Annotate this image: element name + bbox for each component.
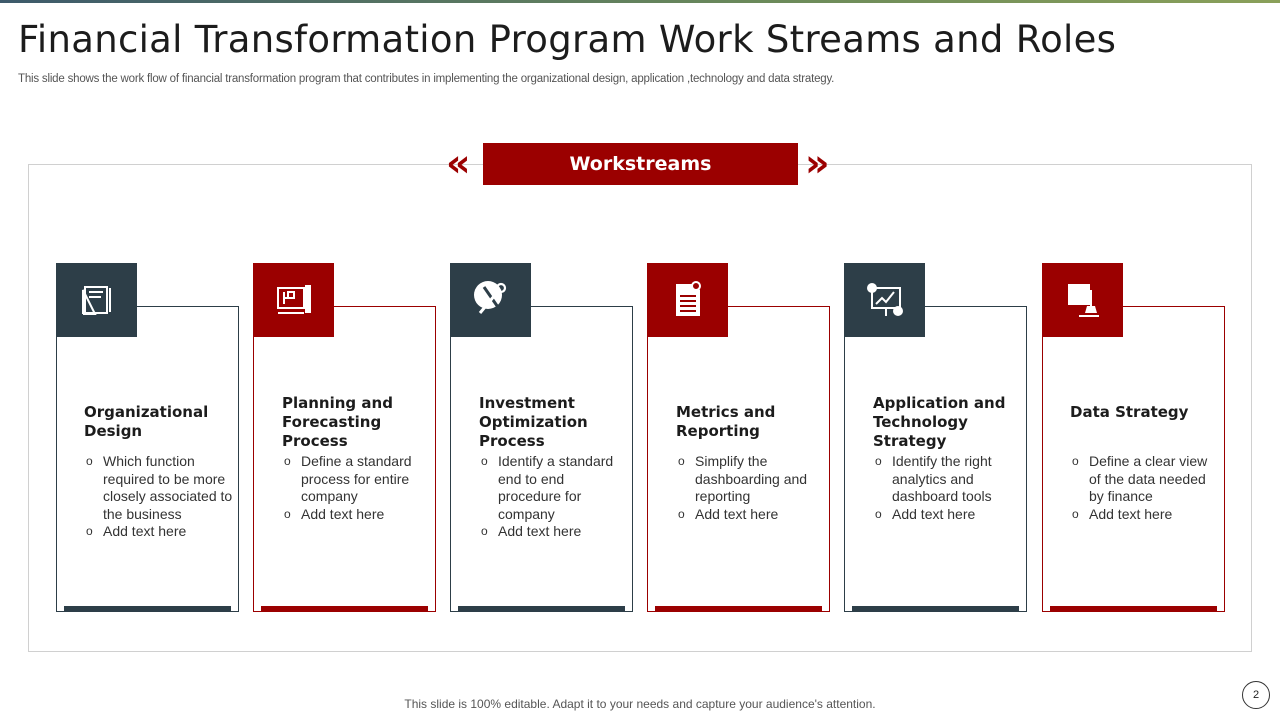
card-title: Application and Technology Strategy bbox=[873, 394, 1006, 450]
list-item: o Add text here bbox=[676, 506, 826, 524]
card-title: Data Strategy bbox=[1070, 403, 1189, 421]
page-title: Financial Transformation Program Work Streams and Roles bbox=[18, 18, 1117, 61]
card-bullets bbox=[873, 453, 1023, 523]
page-subtitle: This slide shows the work flow of financial transformation program that contributes in implementing the organizational design, application ,technology and data strategy. bbox=[18, 73, 835, 85]
data-server-icon bbox=[1042, 263, 1123, 337]
card-bullets bbox=[282, 453, 432, 523]
list-item: o Define a clear view of the data needed by finance bbox=[1070, 453, 1220, 506]
card-title: Metrics and Reporting bbox=[676, 403, 776, 440]
drafting-tools-icon bbox=[56, 263, 137, 337]
page-number: 2 bbox=[1242, 681, 1270, 709]
card-bottom-bar bbox=[458, 606, 625, 611]
chevron-left-icon: « bbox=[446, 141, 471, 185]
list-item: o Which function required to be more closely associated to the business bbox=[84, 453, 234, 523]
card-bottom-bar bbox=[852, 606, 1019, 611]
top-accent-line bbox=[0, 0, 1280, 3]
list-item: o Add text here bbox=[873, 506, 1023, 524]
list-item: o Identify a standard end to end procedure for company bbox=[479, 453, 629, 523]
card-bottom-bar bbox=[261, 606, 428, 611]
list-item: o Add text here bbox=[84, 523, 234, 541]
list-item: o Add text here bbox=[282, 506, 432, 524]
chevron-right-icon: » bbox=[805, 141, 830, 185]
card-title: Organizational Design bbox=[84, 403, 209, 440]
card-bullets bbox=[479, 453, 629, 541]
list-item: o Identify the right analytics and dashboard tools bbox=[873, 453, 1023, 506]
list-item: o Define a standard process for entire company bbox=[282, 453, 432, 506]
document-dollar-icon bbox=[647, 263, 728, 337]
list-item: o Simplify the dashboarding and reporting bbox=[676, 453, 826, 506]
blueprint-icon bbox=[253, 263, 334, 337]
list-item: o Add text here bbox=[1070, 506, 1220, 524]
presentation-board-icon bbox=[844, 263, 925, 337]
card-title: Investment Optimization Process bbox=[479, 394, 588, 450]
card-bottom-bar bbox=[655, 606, 822, 611]
tools-icon bbox=[450, 263, 531, 337]
card-bullets bbox=[1070, 453, 1220, 523]
workstreams-banner bbox=[483, 143, 798, 185]
footer-note: This slide is 100% editable. Adapt it to your needs and capture your audience's attention. bbox=[404, 697, 876, 711]
card-bullets bbox=[84, 453, 234, 541]
list-item: o Add text here bbox=[479, 523, 629, 541]
card-bottom-bar bbox=[64, 606, 231, 611]
workstreams-label: Workstreams bbox=[569, 153, 712, 175]
card-bottom-bar bbox=[1050, 606, 1217, 611]
card-title: Planning and Forecasting Process bbox=[282, 394, 393, 450]
card-bullets bbox=[676, 453, 826, 523]
